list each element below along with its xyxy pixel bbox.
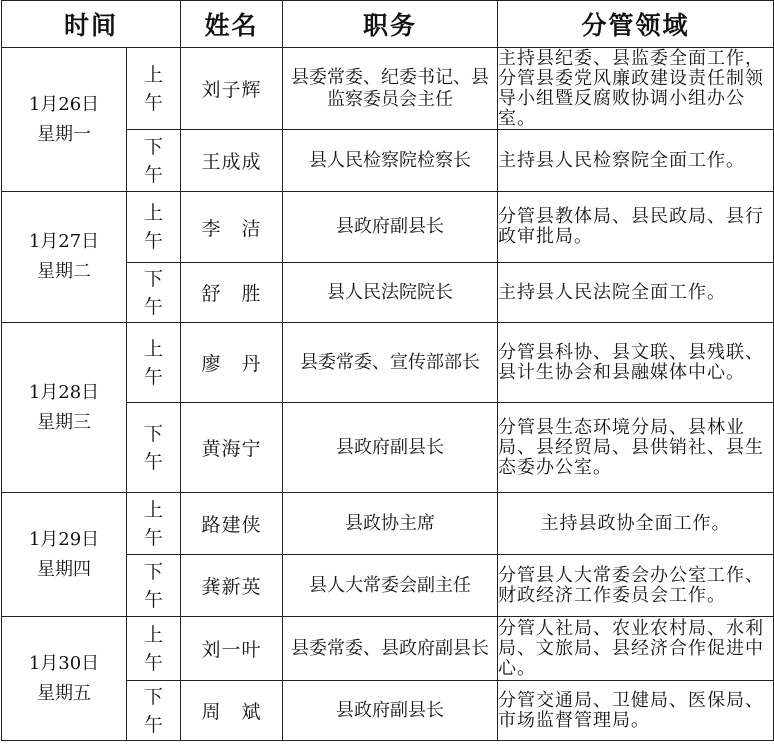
person-position: 县人民检察院检察长 — [283, 130, 498, 192]
person-name: 李 洁 — [181, 192, 283, 263]
half-char: 下 — [144, 267, 164, 290]
date-label: 1月30日 — [28, 652, 100, 674]
header-name: 姓名 — [181, 1, 283, 48]
person-duty: 主持县政协全面工作。 — [498, 493, 774, 555]
half-char: 午 — [144, 295, 164, 318]
half-char: 午 — [144, 365, 164, 388]
weekday-label: 星期三 — [37, 411, 91, 433]
person-name: 舒 胜 — [181, 263, 283, 323]
half-char: 午 — [144, 526, 164, 549]
half-day-cell — [127, 617, 181, 681]
header-duty: 分管领域 — [498, 1, 774, 48]
date-label: 1月29日 — [28, 528, 100, 550]
person-duty: 主持县人民检察院全面工作。 — [498, 130, 774, 192]
person-duty: 分管县人大常委会办公室工作、财政经济工作委员会工作。 — [498, 555, 774, 617]
person-name: 刘一叶 — [181, 617, 283, 681]
date-label: 1月26日 — [28, 93, 100, 115]
person-position: 县人大常委会副主任 — [283, 555, 498, 617]
half-char: 上 — [144, 337, 164, 360]
half-day-cell — [127, 403, 181, 493]
person-position: 县委常委、纪委书记、县监察委员会主任 — [283, 48, 498, 130]
header-row — [2, 1, 774, 48]
table-row — [2, 493, 774, 555]
half-day-cell — [127, 681, 181, 741]
person-position: 县委常委、宣传部部长 — [283, 323, 498, 403]
person-position: 县政协主席 — [283, 493, 498, 555]
half-day-cell — [127, 192, 181, 263]
person-name: 龚新英 — [181, 555, 283, 617]
duty-schedule-table — [1, 0, 774, 741]
half-char: 上 — [144, 623, 164, 646]
date-cell — [2, 617, 127, 741]
person-duty: 分管县教体局、县民政局、县行政审批局。 — [498, 192, 774, 263]
person-name: 刘子辉 — [181, 48, 283, 130]
date-label: 1月28日 — [28, 381, 100, 403]
date-cell — [2, 323, 127, 493]
person-position: 县人民法院院长 — [283, 263, 498, 323]
half-char: 午 — [144, 713, 164, 736]
person-position: 县委常委、县政府副县长 — [283, 617, 498, 681]
half-char: 下 — [144, 560, 164, 583]
person-name: 廖 丹 — [181, 323, 283, 403]
weekday-label: 星期五 — [37, 682, 91, 704]
half-day-cell — [127, 130, 181, 192]
table-row — [2, 323, 774, 403]
date-cell — [2, 493, 127, 617]
half-day-cell — [127, 555, 181, 617]
person-name: 黄海宁 — [181, 403, 283, 493]
half-day-cell — [127, 323, 181, 403]
person-duty: 主持县人民法院全面工作。 — [498, 263, 774, 323]
half-char: 上 — [144, 202, 164, 224]
half-char: 午 — [144, 91, 164, 114]
person-duty: 分管县科协、县文联、县残联、县计生协会和县融媒体中心。 — [498, 323, 774, 403]
table-row — [2, 617, 774, 681]
half-char: 下 — [144, 422, 164, 445]
person-position: 县政府副县长 — [283, 192, 498, 263]
table-row — [2, 192, 774, 263]
date-cell — [2, 48, 127, 192]
half-day-cell — [127, 263, 181, 323]
header-position: 职务 — [283, 1, 498, 48]
half-char: 午 — [144, 651, 164, 674]
person-duty: 分管人社局、农业农村局、水利局、文旅局、县经济合作促进中心。 — [498, 617, 774, 681]
half-char: 下 — [144, 135, 164, 158]
half-char: 上 — [144, 498, 164, 521]
half-char: 午 — [144, 450, 164, 473]
date-label: 1月27日 — [28, 231, 100, 252]
half-char: 上 — [144, 63, 164, 86]
person-name: 路建侠 — [181, 493, 283, 555]
half-char: 午 — [144, 230, 164, 252]
weekday-label: 星期四 — [37, 558, 91, 580]
date-cell — [2, 192, 127, 323]
half-day-cell — [127, 493, 181, 555]
half-char: 午 — [144, 163, 164, 186]
header-time: 时间 — [2, 1, 181, 48]
person-duty: 分管交通局、卫健局、医保局、市场监督管理局。 — [498, 681, 774, 741]
half-day-cell — [127, 48, 181, 130]
weekday-label: 星期二 — [37, 261, 91, 282]
person-duty: 分管县生态环境分局、县林业局、县经贸局、县供销社、县生态委办公室。 — [498, 403, 774, 493]
half-char: 下 — [144, 685, 164, 708]
person-duty: 主持县纪委、县监委全面工作，分管县委党风廉政建设责任制领导小组暨反腐败协调小组办公室。 — [498, 48, 774, 130]
person-position: 县政府副县长 — [283, 403, 498, 493]
weekday-label: 星期一 — [37, 123, 91, 145]
person-name: 周 斌 — [181, 681, 283, 741]
person-name: 王成成 — [181, 130, 283, 192]
half-char: 午 — [144, 588, 164, 611]
table-row — [2, 48, 774, 130]
person-position: 县政府副县长 — [283, 681, 498, 741]
